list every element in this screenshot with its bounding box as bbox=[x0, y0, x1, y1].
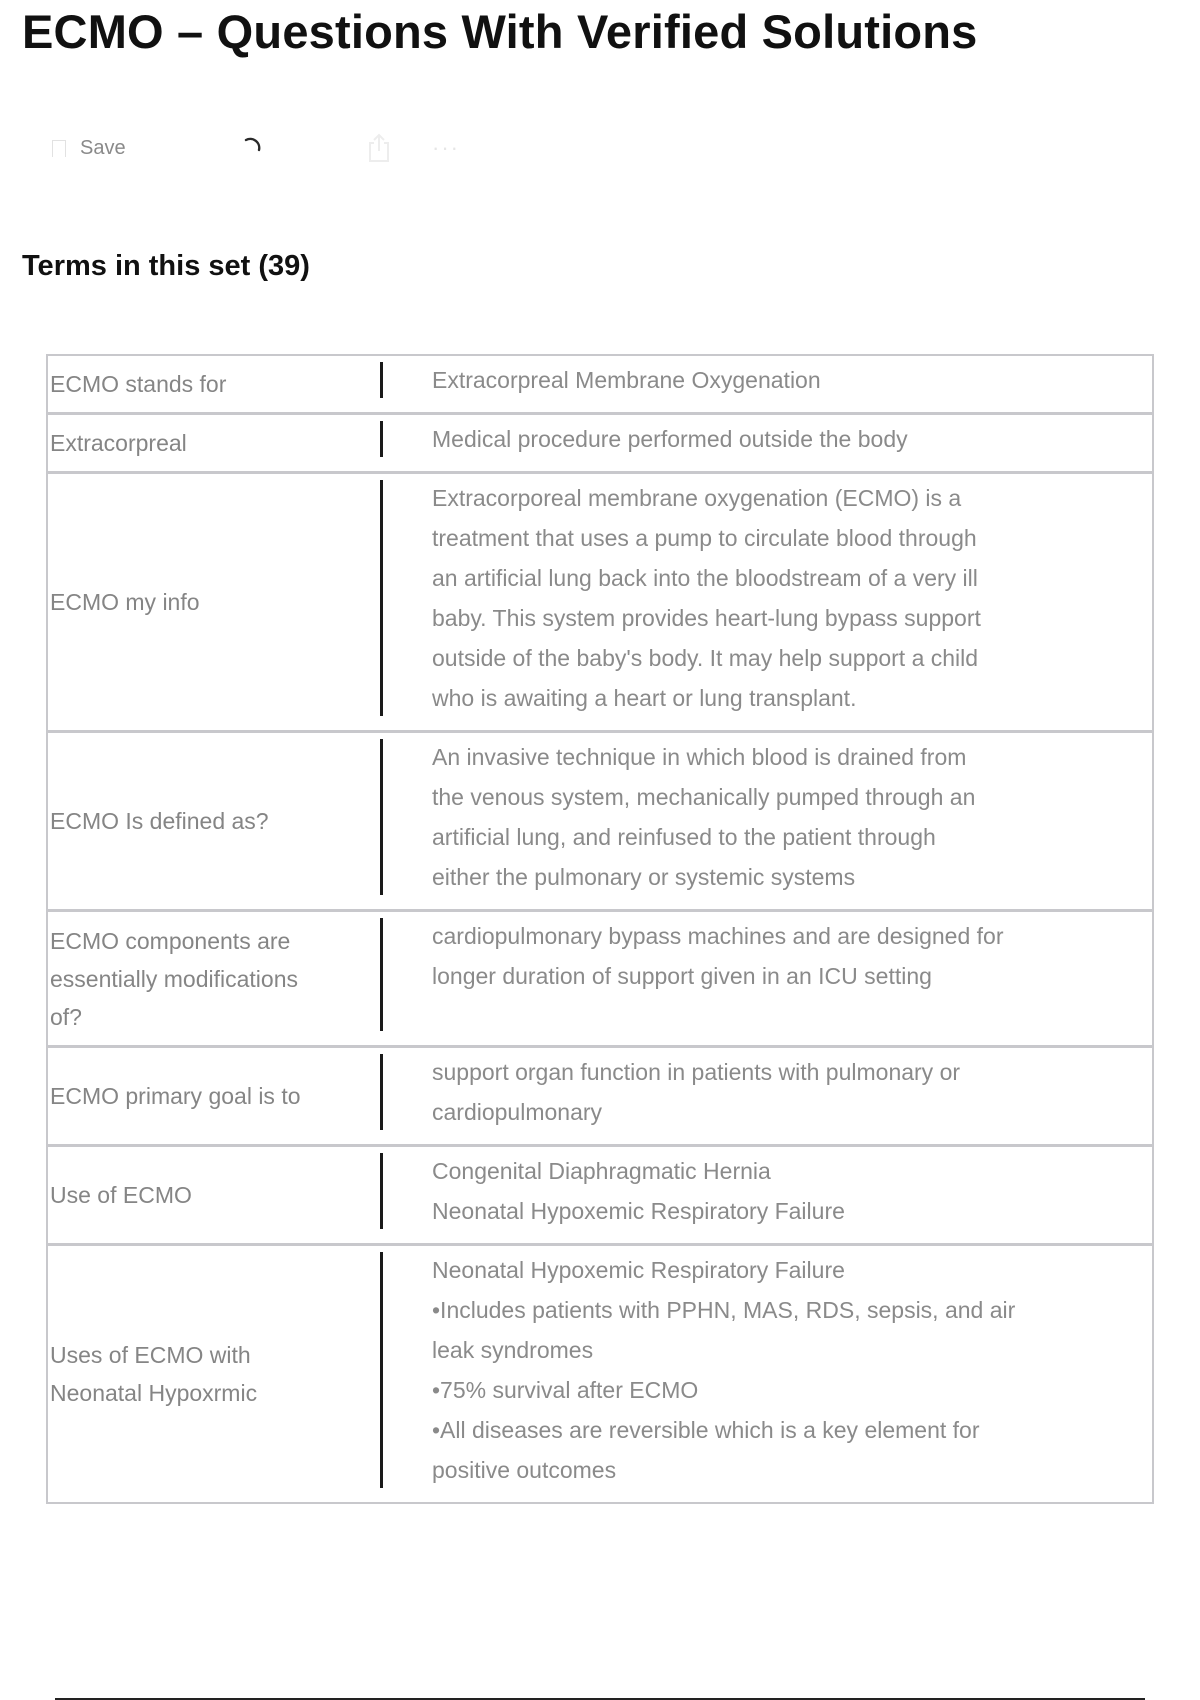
term-line: ECMO primary goal is to bbox=[50, 1083, 301, 1109]
term-line: of? bbox=[50, 1003, 82, 1030]
definition-line: outside of the baby's body. It may help support a child bbox=[432, 645, 979, 671]
term-text bbox=[48, 356, 380, 412]
term-text bbox=[48, 1048, 380, 1144]
definition-line: who is awaiting a heart or lung transplant. bbox=[432, 685, 857, 711]
term-line: essentially modifications bbox=[50, 965, 299, 992]
definition-line: Medical procedure performed outside the body bbox=[432, 426, 908, 452]
bookmark-icon bbox=[52, 140, 66, 157]
term-row bbox=[48, 733, 1152, 912]
definition-line: Neonatal Hypoxemic Respiratory Failure bbox=[432, 1198, 845, 1224]
definition-text bbox=[383, 912, 1152, 1045]
term-row bbox=[48, 1246, 1152, 1502]
term-row bbox=[48, 474, 1152, 733]
definition-line: •All diseases are reversible which is a key element for bbox=[432, 1417, 980, 1443]
term-text bbox=[48, 1246, 380, 1502]
term-row bbox=[48, 356, 1152, 415]
definition-line: Congenital Diaphragmatic Hernia bbox=[432, 1158, 771, 1184]
term-text bbox=[48, 1147, 380, 1243]
save-label: Save bbox=[80, 136, 126, 159]
definition-line: leak syndromes bbox=[432, 1337, 594, 1363]
share-icon bbox=[366, 132, 392, 164]
definition-text bbox=[383, 733, 1152, 909]
more-button[interactable] bbox=[432, 118, 460, 178]
terms-heading: Terms in this set (39) bbox=[22, 250, 310, 282]
definition-line: An invasive technique in which blood is drained from bbox=[432, 744, 967, 770]
terms-table bbox=[46, 354, 1154, 1504]
toolbar bbox=[0, 118, 600, 178]
definition-line: Neonatal Hypoxemic Respiratory Failure bbox=[432, 1257, 845, 1283]
term-line: Use of ECMO bbox=[50, 1182, 192, 1208]
definition-line: baby. This system provides heart-lung bypass support bbox=[432, 605, 981, 631]
term-row bbox=[48, 1048, 1152, 1147]
term-row bbox=[48, 415, 1152, 474]
definition-line: support organ function in patients with pulmonary or bbox=[432, 1059, 961, 1085]
term-line: ECMO Is defined as? bbox=[50, 808, 269, 834]
share-button[interactable] bbox=[366, 118, 392, 178]
term-text bbox=[48, 733, 380, 909]
definition-line: cardiopulmonary bypass machines and are designed for bbox=[432, 923, 1004, 949]
page-title: ECMO – Questions With Verified Solutions bbox=[22, 5, 978, 58]
term-row bbox=[48, 912, 1152, 1048]
term-line: Neonatal Hypoxrmic bbox=[50, 1380, 258, 1406]
definition-line: cardiopulmonary bbox=[432, 1099, 603, 1125]
term-row bbox=[48, 1147, 1152, 1246]
term-line: ECMO my info bbox=[50, 589, 200, 615]
definition-line: an artificial lung back into the bloodstream of a very ill bbox=[432, 565, 978, 591]
definition-line: •Includes patients with PPHN, MAS, RDS, sepsis, and air bbox=[432, 1297, 1016, 1323]
definition-text bbox=[383, 1147, 1152, 1243]
definition-line: the venous system, mechanically pumped through an bbox=[432, 784, 976, 810]
term-line: ECMO components are bbox=[50, 927, 291, 954]
more-icon: ··· bbox=[432, 135, 460, 160]
definition-text bbox=[383, 1048, 1152, 1144]
definition-text bbox=[383, 1246, 1152, 1502]
definition-line: artificial lung, and reinfused to the patient through bbox=[432, 824, 936, 850]
term-line: Uses of ECMO with bbox=[50, 1342, 251, 1368]
spinner-icon bbox=[240, 118, 264, 178]
definition-line: treatment that uses a pump to circulate blood through bbox=[432, 525, 977, 551]
term-text bbox=[48, 415, 380, 471]
definition-line: positive outcomes bbox=[432, 1457, 617, 1483]
term-text bbox=[48, 474, 380, 730]
definition-text bbox=[383, 474, 1152, 730]
definition-line: •75% survival after ECMO bbox=[432, 1377, 699, 1403]
save-button[interactable] bbox=[52, 118, 126, 178]
term-text bbox=[48, 912, 380, 1045]
definition-line: longer duration of support given in an ICU setting bbox=[432, 963, 932, 989]
definition-text bbox=[383, 356, 1152, 412]
definition-line: Extracorpreal Membrane Oxygenation bbox=[432, 367, 821, 393]
definition-text bbox=[383, 415, 1152, 471]
term-line: ECMO stands for bbox=[50, 371, 227, 397]
term-line: Extracorpreal bbox=[50, 430, 187, 456]
definition-line: either the pulmonary or systemic systems bbox=[432, 864, 856, 890]
definition-line: Extracorporeal membrane oxygenation (ECMO) is a bbox=[432, 485, 962, 511]
